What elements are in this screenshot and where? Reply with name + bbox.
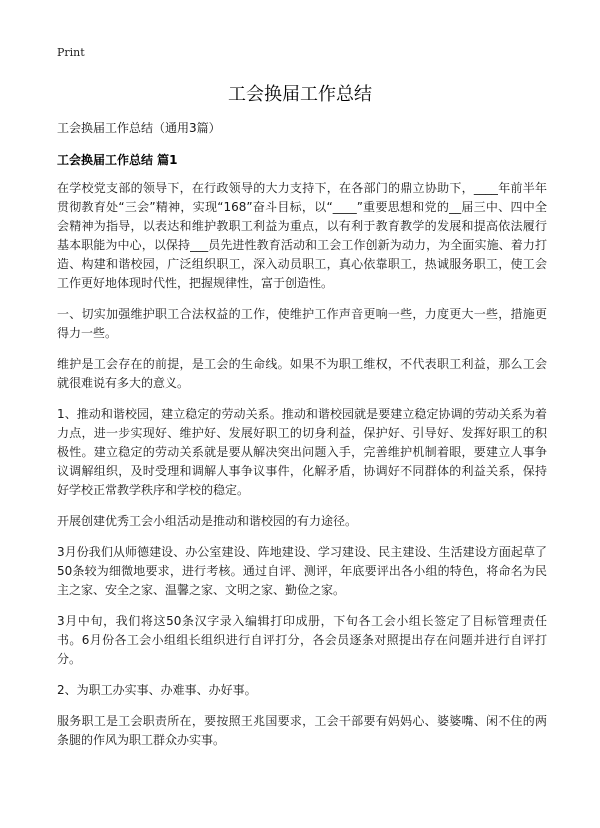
paragraph: 1、推动和谐校园，建立稳定的劳动关系。推动和谐校园就是要建立稳定协调的劳动关系为着力点，进一步实现好、维护好、发展好职工的切身利益，保护好、引导好、发挥好职工的积极性。建立稳定的劳动关系就是要从解决突出问题入手，完善维护机制着眼，要建立人事争议调解组织，及时受理和调解人事争议事件，化解矛盾，协调好不同群体的利益关系，保持好学校正常教学秩序和学校的稳定。 [57, 407, 547, 497]
document-body [57, 179, 547, 762]
paragraph: 维护是工会存在的前提，是工会的生命线。如果不为职工维权，不代表职工利益，那么工会就很难说有多大的意义。 [57, 357, 547, 390]
paragraph: 3月份我们从师德建设、办公室建设、阵地建设、学习建设、民主建设、生活建设方面起草了50条较为细微地要求，进行考核。通过自评、测评，年底要评出各小组的特色，将命名为民主之家、安全之家、温馨之家、文明之家、勤俭之家。 [57, 545, 547, 597]
paragraph: 一、切实加强维护职工合法权益的工作，使维护工作声音更响一些，力度更大一些，措施更得力一些。 [57, 307, 547, 340]
page-title: 工会换届工作总结 [228, 84, 372, 105]
paragraph: 在学校党支部的领导下，在行政领导的大力支持下，在各部门的鼎立协助下，____年前半年贯彻教育处“三会”精神，实现“168”奋斗目标，以“____”重要思想和党的__届三中、四中全会精神为指导，以表达和维护教职工利益为重点，以有利于教育教学的发展和提高依法履行基本职能为中心，以保持___员先进性教育活动和工会工作创新为动力，为全面实施、着力打造、构建和谐校园，广泛组织职工，深入动员职工，真心依靠职工，热诚服务职工，使工会工作更好地体现时代性，把握规律性，富于创造性。 [57, 181, 547, 290]
paragraph: 3月中旬，我们将这50条汉字录入编辑打印成册，下旬各工会小组长签定了目标管理责任书。6月份各工会小组组长组织进行自评打分，各会员逐条对照提出存在问题并进行自评打分。 [57, 614, 547, 666]
print-link[interactable]: Print [57, 46, 85, 59]
paragraph: 2、为职工办实事、办难事、办好事。 [57, 683, 257, 697]
paragraph: 开展创建优秀工会小组活动是推动和谐校园的有力途径。 [57, 514, 358, 528]
paragraph: 服务职工是工会职责所在，要按照王兆国要求，工会干部要有妈妈心、婆婆嘴、闲不住的两条腿的作风为职工群众办实事。 [57, 714, 547, 747]
document-subtitle: 工会换届工作总结（通用3篇） [57, 121, 221, 135]
section-heading: 工会换届工作总结 篇1 [57, 153, 178, 167]
